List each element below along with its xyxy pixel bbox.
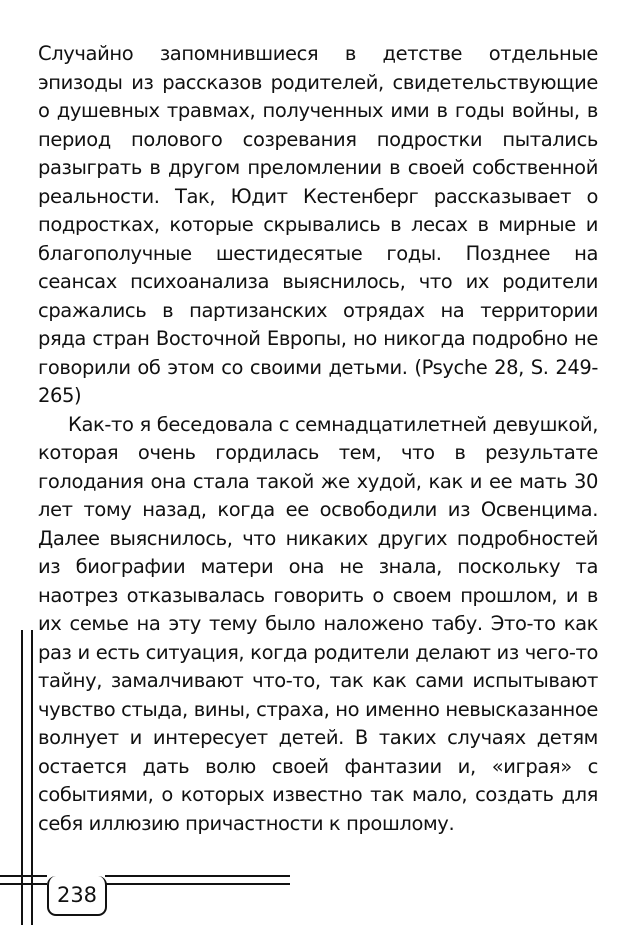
page-text	[38, 40, 598, 838]
paragraph-1: Случайно запомнившиеся в детстве отдельные эпизоды из рассказов родителей, свидетельствующие о душевных травмах, полученных ими в годы войны, в период полового созревания подростки пытались разыграть в другом преломлении в своей собственной реальности. Так, Юдит Кестенберг рассказывает о подростках, которые скрывались в лесах в мирные и благополучные шестидесятые годы. Позднее на сеансах психоанализа выяснилось, что их родители сражались в партизанских отрядах на территории ряда стран Восточной Европы, но никогда подробно не говорили об этом со своими детьми. (Psyche 28, S. 249-265)	[38, 42, 598, 407]
page-number-text: 238	[56, 883, 98, 907]
page-number	[47, 876, 107, 916]
paragraph-2: Как-то я беседовала с семнадцатилетней девушкой, которая очень гордилась тем, что в результате голодания она стала такой же худой, как и ее мать 30 лет тому назад, когда ее освободили из Освенцима. Далее выяснилось, что никаких других подробностей из биографии матери она не знала, поскольку та наотрез отказывалась говорить о своем прошлом, и в их семье на эту тему было наложено табу. Это-то как раз и есть ситуация, когда родители делают из чего-то тайну, замалчивают что-то, так как сами испытывают чувство стыда, вины, страха, но именно невысказанное волнует и интересует детей. В таких случаях детям остается дать волю своей фантазии и, «играя» с событиями, о которых известно так мало, создать для себя иллюзию причастности к прошлому.	[38, 412, 598, 835]
